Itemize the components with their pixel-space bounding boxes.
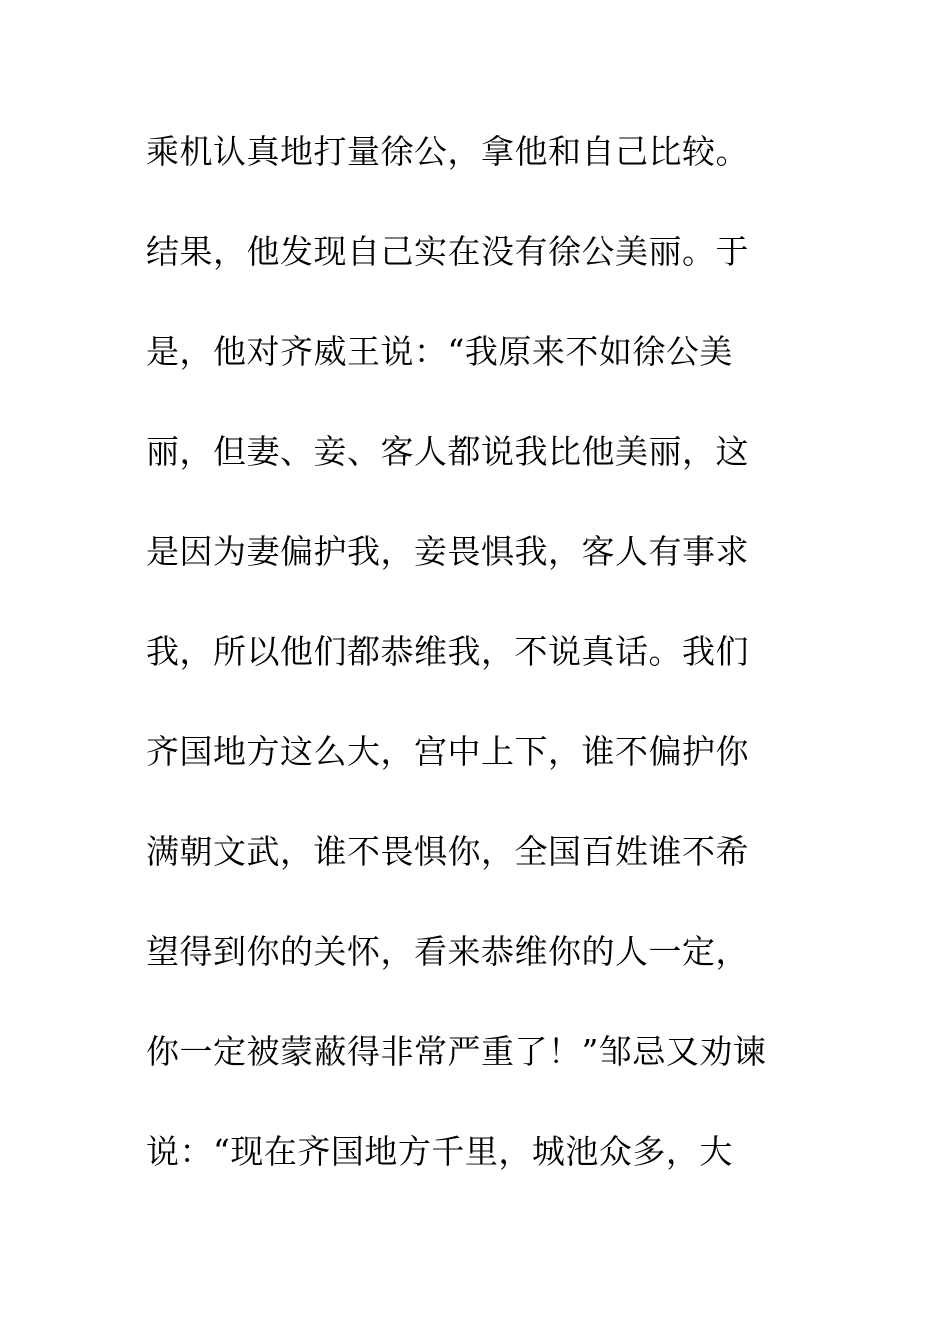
body-text bbox=[146, 122, 826, 1222]
text-line: 丽，但妻、妾、客人都说我比他美丽，这 bbox=[146, 432, 749, 471]
text-line: 是因为妻偏护我，妾畏惧我，客人有事求 bbox=[146, 532, 749, 571]
text-line: 你一定被蒙蔽得非常严重了！”邹忌又劝谏 bbox=[146, 1032, 767, 1071]
text-line: 望得到你的关怀，看来恭维你的人一定， bbox=[146, 932, 749, 971]
text-line: 结果，他发现自己实在没有徐公美丽。于 bbox=[146, 232, 749, 271]
text-line: 满朝文武，谁不畏惧你，全国百姓谁不希 bbox=[146, 832, 749, 871]
text-line: 我，所以他们都恭维我，不说真话。我们 bbox=[146, 632, 749, 671]
text-line: 齐国地方这么大，宫中上下，谁不偏护你 bbox=[146, 732, 749, 771]
text-line: 说：“现在齐国地方千里，城池众多，大 bbox=[146, 1132, 733, 1171]
text-line: 乘机认真地打量徐公，拿他和自己比较。 bbox=[146, 132, 749, 171]
text-line: 是，他对齐威王说：“我原来不如徐公美 bbox=[146, 332, 733, 371]
